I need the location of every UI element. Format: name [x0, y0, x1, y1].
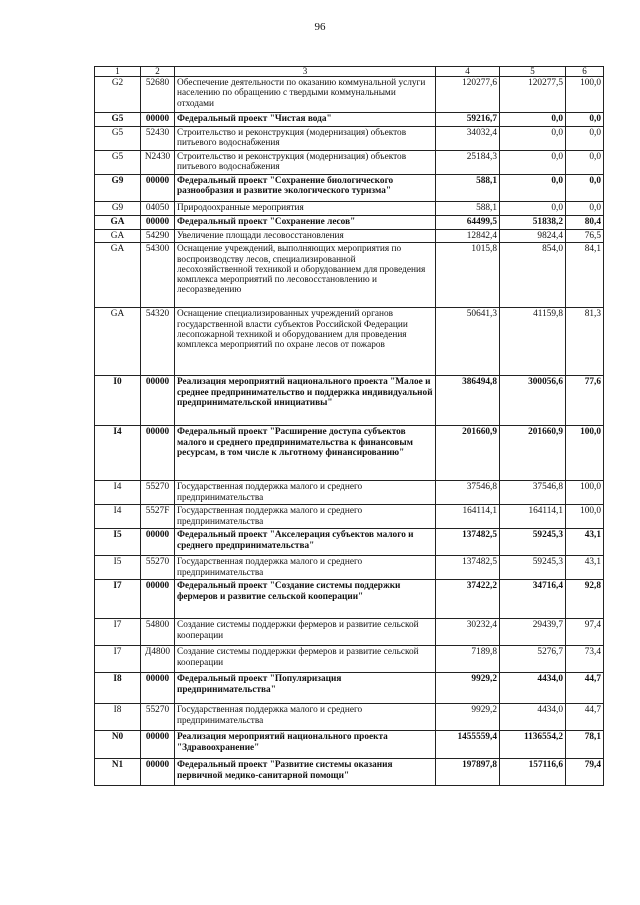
executed-amount-cell: 37546,8 — [500, 481, 566, 505]
planned-amount-cell: 137482,5 — [436, 529, 500, 556]
expense-code-cell: 04050 — [141, 202, 175, 216]
description-cell: Государственная поддержка малого и среднего предпринимательства — [175, 505, 436, 529]
execution-percent-cell: 79,4 — [566, 759, 604, 786]
planned-amount-cell: 64499,5 — [436, 216, 500, 230]
planned-amount-cell: 9929,2 — [436, 704, 500, 731]
column-number: 5 — [500, 67, 566, 77]
table-body — [95, 67, 604, 786]
table-row — [95, 505, 604, 529]
planned-amount-cell: 137482,5 — [436, 556, 500, 580]
table-row — [95, 580, 604, 619]
table-row — [95, 704, 604, 731]
target-code-cell: G5 — [95, 127, 141, 151]
target-code-cell: I5 — [95, 556, 141, 580]
table-row — [95, 646, 604, 673]
execution-percent-cell: 43,1 — [566, 556, 604, 580]
table-row — [95, 113, 604, 127]
expense-code-cell: 5527F — [141, 505, 175, 529]
expense-code-cell: 54300 — [141, 243, 175, 308]
table-row — [95, 243, 604, 308]
page-number: 96 — [314, 21, 326, 33]
target-code-cell: GA — [95, 308, 141, 376]
target-code-cell: I4 — [95, 505, 141, 529]
target-code-cell: G5 — [95, 151, 141, 175]
target-code-cell: I8 — [95, 704, 141, 731]
description-cell: Государственная поддержка малого и среднего предпринимательства — [175, 481, 436, 505]
column-number: 1 — [95, 67, 141, 77]
expense-code-cell: 55270 — [141, 704, 175, 731]
expense-code-cell: 00000 — [141, 731, 175, 759]
executed-amount-cell: 120277,5 — [500, 77, 566, 113]
table-row — [95, 731, 604, 759]
planned-amount-cell: 50641,3 — [436, 308, 500, 376]
target-code-cell: I7 — [95, 646, 141, 673]
table-row — [95, 230, 604, 243]
description-cell: Обеспечение деятельности по оказанию коммунальной услуги населению по обращению с твердыми коммунальными отходами — [175, 77, 436, 113]
description-cell: Федеральный проект "Сохранение лесов" — [175, 216, 436, 230]
description-cell: Государственная поддержка малого и среднего предпринимательства — [175, 704, 436, 731]
column-number: 6 — [566, 67, 604, 77]
execution-percent-cell: 43,1 — [566, 529, 604, 556]
target-code-cell: I0 — [95, 376, 141, 426]
target-code-cell: G5 — [95, 113, 141, 127]
description-cell: Федеральный проект "Популяризация предпринимательства" — [175, 673, 436, 704]
expense-code-cell: N2430 — [141, 151, 175, 175]
expense-code-cell: 54320 — [141, 308, 175, 376]
expense-code-cell: 52430 — [141, 127, 175, 151]
expense-code-cell: 00000 — [141, 759, 175, 786]
executed-amount-cell: 41159,8 — [500, 308, 566, 376]
expense-code-cell: Д4800 — [141, 646, 175, 673]
description-cell: Строительство и реконструкция (модернизация) объектов питьевого водоснабжения — [175, 127, 436, 151]
table-row — [95, 202, 604, 216]
description-cell: Создание системы поддержки фермеров и развитие сельской кооперации — [175, 646, 436, 673]
executed-amount-cell: 854,0 — [500, 243, 566, 308]
column-number: 3 — [175, 67, 436, 77]
executed-amount-cell: 59245,3 — [500, 529, 566, 556]
description-cell: Реализация мероприятий национального проекта "Здравоохранение" — [175, 731, 436, 759]
executed-amount-cell: 0,0 — [500, 151, 566, 175]
target-code-cell: I4 — [95, 426, 141, 481]
expense-code-cell: 00000 — [141, 426, 175, 481]
execution-percent-cell: 80,4 — [566, 216, 604, 230]
table-row — [95, 175, 604, 202]
description-cell: Создание системы поддержки фермеров и развитие сельской кооперации — [175, 619, 436, 646]
table-row — [95, 127, 604, 151]
expense-code-cell: 00000 — [141, 673, 175, 704]
description-cell: Федеральный проект "Чистая вода" — [175, 113, 436, 127]
execution-percent-cell: 77,6 — [566, 376, 604, 426]
execution-percent-cell: 0,0 — [566, 202, 604, 216]
execution-percent-cell: 44,7 — [566, 673, 604, 704]
executed-amount-cell: 9824,4 — [500, 230, 566, 243]
planned-amount-cell: 34032,4 — [436, 127, 500, 151]
executed-amount-cell: 59245,3 — [500, 556, 566, 580]
planned-amount-cell: 1015,8 — [436, 243, 500, 308]
planned-amount-cell: 37546,8 — [436, 481, 500, 505]
planned-amount-cell: 12842,4 — [436, 230, 500, 243]
target-code-cell: G9 — [95, 202, 141, 216]
target-code-cell: N0 — [95, 731, 141, 759]
execution-percent-cell: 78,1 — [566, 731, 604, 759]
execution-percent-cell: 84,1 — [566, 243, 604, 308]
description-cell: Природоохранные мероприятия — [175, 202, 436, 216]
planned-amount-cell: 588,1 — [436, 202, 500, 216]
executed-amount-cell: 0,0 — [500, 113, 566, 127]
execution-percent-cell: 0,0 — [566, 113, 604, 127]
column-number: 4 — [436, 67, 500, 77]
table-row — [95, 759, 604, 786]
expense-code-cell: 54290 — [141, 230, 175, 243]
expense-code-cell: 55270 — [141, 556, 175, 580]
execution-percent-cell: 100,0 — [566, 481, 604, 505]
target-code-cell: GA — [95, 216, 141, 230]
planned-amount-cell: 386494,8 — [436, 376, 500, 426]
expense-code-cell: 00000 — [141, 376, 175, 426]
description-cell: Оснащение специализированных учреждений органов государственной власти субъектов Российской Федерации лесопожарной техникой и оборудованием для проведения комплекса мероприятий по охране лесов от пожаров — [175, 308, 436, 376]
executed-amount-cell: 0,0 — [500, 175, 566, 202]
budget-table — [94, 66, 604, 786]
executed-amount-cell: 51838,2 — [500, 216, 566, 230]
execution-percent-cell: 100,0 — [566, 426, 604, 481]
column-number-row — [95, 67, 604, 77]
planned-amount-cell: 197897,8 — [436, 759, 500, 786]
target-code-cell: I7 — [95, 580, 141, 619]
table-row — [95, 481, 604, 505]
executed-amount-cell: 157116,6 — [500, 759, 566, 786]
execution-percent-cell: 100,0 — [566, 505, 604, 529]
expense-code-cell: 00000 — [141, 216, 175, 230]
executed-amount-cell: 34716,4 — [500, 580, 566, 619]
planned-amount-cell: 164114,1 — [436, 505, 500, 529]
expense-code-cell: 00000 — [141, 529, 175, 556]
table-row — [95, 673, 604, 704]
execution-percent-cell: 0,0 — [566, 127, 604, 151]
target-code-cell: I8 — [95, 673, 141, 704]
description-cell: Оснащение учреждений, выполняющих мероприятия по воспроизводству лесов, специализированной лесохозяйственной техникой и оборудованием для проведения комплекса мероприятий по лесовосстановлению и лесоразведению — [175, 243, 436, 308]
description-cell: Государственная поддержка малого и среднего предпринимательства — [175, 556, 436, 580]
planned-amount-cell: 7189,8 — [436, 646, 500, 673]
table-row — [95, 529, 604, 556]
expense-code-cell: 00000 — [141, 113, 175, 127]
planned-amount-cell: 9929,2 — [436, 673, 500, 704]
executed-amount-cell: 300056,6 — [500, 376, 566, 426]
description-cell: Федеральный проект "Расширение доступа субъектов малого и среднего предпринимательства к финансовым ресурсам, в том числе к льготному финансированию" — [175, 426, 436, 481]
executed-amount-cell: 0,0 — [500, 127, 566, 151]
planned-amount-cell: 37422,2 — [436, 580, 500, 619]
target-code-cell: I7 — [95, 619, 141, 646]
description-cell: Строительство и реконструкция (модернизация) объектов питьевого водоснабжения — [175, 151, 436, 175]
execution-percent-cell: 97,4 — [566, 619, 604, 646]
expense-code-cell: 55270 — [141, 481, 175, 505]
expense-code-cell: 52680 — [141, 77, 175, 113]
expense-code-cell: 00000 — [141, 580, 175, 619]
executed-amount-cell: 5276,7 — [500, 646, 566, 673]
executed-amount-cell: 1136554,2 — [500, 731, 566, 759]
executed-amount-cell: 29439,7 — [500, 619, 566, 646]
description-cell: Реализация мероприятий национального проекта "Малое и среднее предпринимательство и поддержка индивидуальной предпринимательской инициативы" — [175, 376, 436, 426]
description-cell: Федеральный проект "Создание системы поддержки фермеров и развитие сельской кооперации" — [175, 580, 436, 619]
description-cell: Увеличение площади лесовосстановления — [175, 230, 436, 243]
execution-percent-cell: 0,0 — [566, 151, 604, 175]
table-row — [95, 151, 604, 175]
planned-amount-cell: 25184,3 — [436, 151, 500, 175]
executed-amount-cell: 4434,0 — [500, 673, 566, 704]
execution-percent-cell: 76,5 — [566, 230, 604, 243]
planned-amount-cell: 201660,9 — [436, 426, 500, 481]
planned-amount-cell: 120277,6 — [436, 77, 500, 113]
table-row — [95, 426, 604, 481]
target-code-cell: GA — [95, 243, 141, 308]
table-row — [95, 216, 604, 230]
execution-percent-cell: 0,0 — [566, 175, 604, 202]
target-code-cell: N1 — [95, 759, 141, 786]
table-row — [95, 619, 604, 646]
description-cell: Федеральный проект "Сохранение биологического разнообразия и развитие экологического туризма" — [175, 175, 436, 202]
execution-percent-cell: 44,7 — [566, 704, 604, 731]
executed-amount-cell: 164114,1 — [500, 505, 566, 529]
target-code-cell: I4 — [95, 481, 141, 505]
expense-code-cell: 54800 — [141, 619, 175, 646]
executed-amount-cell: 201660,9 — [500, 426, 566, 481]
description-cell: Федеральный проект "Акселерация субъектов малого и среднего предпринимательства" — [175, 529, 436, 556]
target-code-cell: I5 — [95, 529, 141, 556]
executed-amount-cell: 4434,0 — [500, 704, 566, 731]
table-row — [95, 556, 604, 580]
execution-percent-cell: 92,8 — [566, 580, 604, 619]
execution-percent-cell: 81,3 — [566, 308, 604, 376]
table-row — [95, 308, 604, 376]
target-code-cell: G2 — [95, 77, 141, 113]
table-row — [95, 376, 604, 426]
description-cell: Федеральный проект "Развитие системы оказания первичной медико-санитарной помощи" — [175, 759, 436, 786]
target-code-cell: G9 — [95, 175, 141, 202]
planned-amount-cell: 59216,7 — [436, 113, 500, 127]
execution-percent-cell: 100,0 — [566, 77, 604, 113]
executed-amount-cell: 0,0 — [500, 202, 566, 216]
execution-percent-cell: 73,4 — [566, 646, 604, 673]
planned-amount-cell: 588,1 — [436, 175, 500, 202]
table-row — [95, 77, 604, 113]
planned-amount-cell: 30232,4 — [436, 619, 500, 646]
column-number: 2 — [141, 67, 175, 77]
planned-amount-cell: 1455559,4 — [436, 731, 500, 759]
expense-code-cell: 00000 — [141, 175, 175, 202]
target-code-cell: GA — [95, 230, 141, 243]
